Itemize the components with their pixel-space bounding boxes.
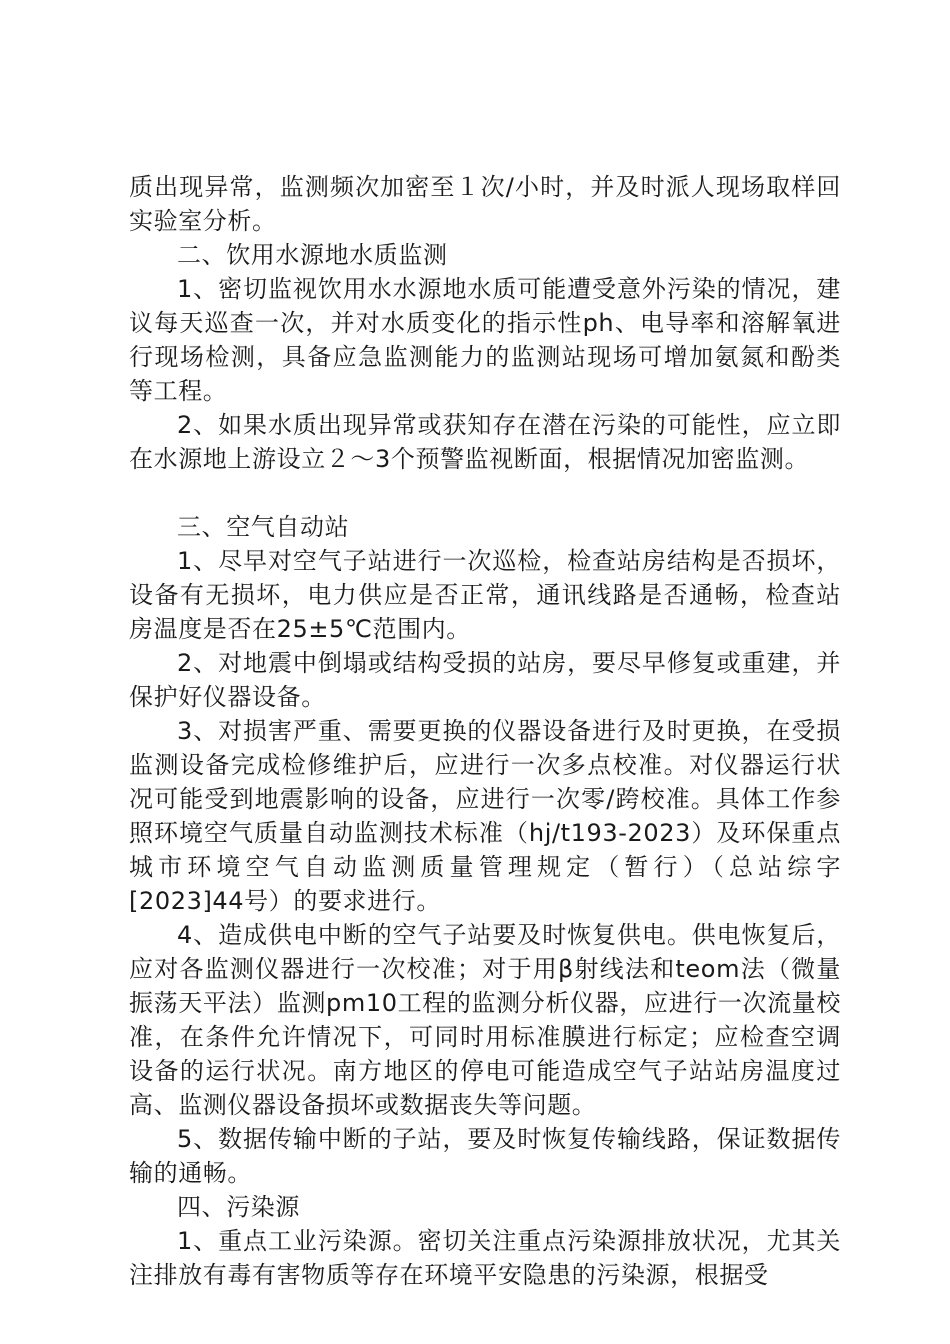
section-heading-drinking-water: 二、饮用水源地水质监测 <box>177 241 448 269</box>
paragraph-spacer <box>129 476 841 510</box>
document-body <box>129 170 841 1292</box>
paragraph-continuation: 质出现异常，监测频次加密至１次/小时，并及时派人现场取样回实验室分析。 <box>129 173 841 235</box>
paragraph-pollution-item-1: 1、重点工业污染源。密切关注重点污染源排放状况，尤其关注排放有毒有害物质等存在环境平安隐患的污染源，根据受 <box>129 1227 841 1289</box>
section-heading-pollution-source: 四、污染源 <box>177 1193 300 1221</box>
paragraph-water-item-2: 2、如果水质出现异常或获知存在潜在污染的可能性，应立即在水源地上游设立２～3个预警监视断面，根据情况加密监测。 <box>129 411 841 473</box>
paragraph-water-item-1: 1、密切监视饮用水水源地水质可能遭受意外污染的情况，建议每天巡查一次，并对水质变化的指示性ph、电导率和溶解氧进行现场检测，具备应急监测能力的监测站现场可增加氨氮和酚类等工程。 <box>129 275 841 405</box>
paragraph-air-item-3: 3、对损害严重、需要更换的仪器设备进行及时更换，在受损监测设备完成检修维护后，应进行一次多点校准。对仪器运行状况可能受到地震影响的设备，应进行一次零/跨校准。具体工作参照环境空气质量自动监测技术标准（hj/t193-2023）及环保重点城市环境空气自动监测质量管理规定（暂行）（总站综字[2023]44号）的要求进行。 <box>129 717 841 915</box>
section-heading-air-station: 三、空气自动站 <box>177 513 350 541</box>
paragraph-air-item-5: 5、数据传输中断的子站，要及时恢复传输线路，保证数据传输的通畅。 <box>129 1125 841 1187</box>
paragraph-air-item-1: 1、尽早对空气子站进行一次巡检，检查站房结构是否损坏，设备有无损坏，电力供应是否正常，通讯线路是否通畅，检查站房温度是否在25±5℃范围内。 <box>129 547 841 643</box>
paragraph-air-item-2: 2、对地震中倒塌或结构受损的站房，要尽早修复或重建，并保护好仪器设备。 <box>129 649 841 711</box>
paragraph-air-item-4: 4、造成供电中断的空气子站要及时恢复供电。供电恢复后，应对各监测仪器进行一次校准；对于用β射线法和teom法（微量振荡天平法）监测pm10工程的监测分析仪器，应进行一次流量校准，在条件允许情况下，可同时用标准膜进行标定；应检查空调设备的运行状况。南方地区的停电可能造成空气子站站房温度过高、监测仪器设备损坏或数据丧失等问题。 <box>129 921 841 1119</box>
